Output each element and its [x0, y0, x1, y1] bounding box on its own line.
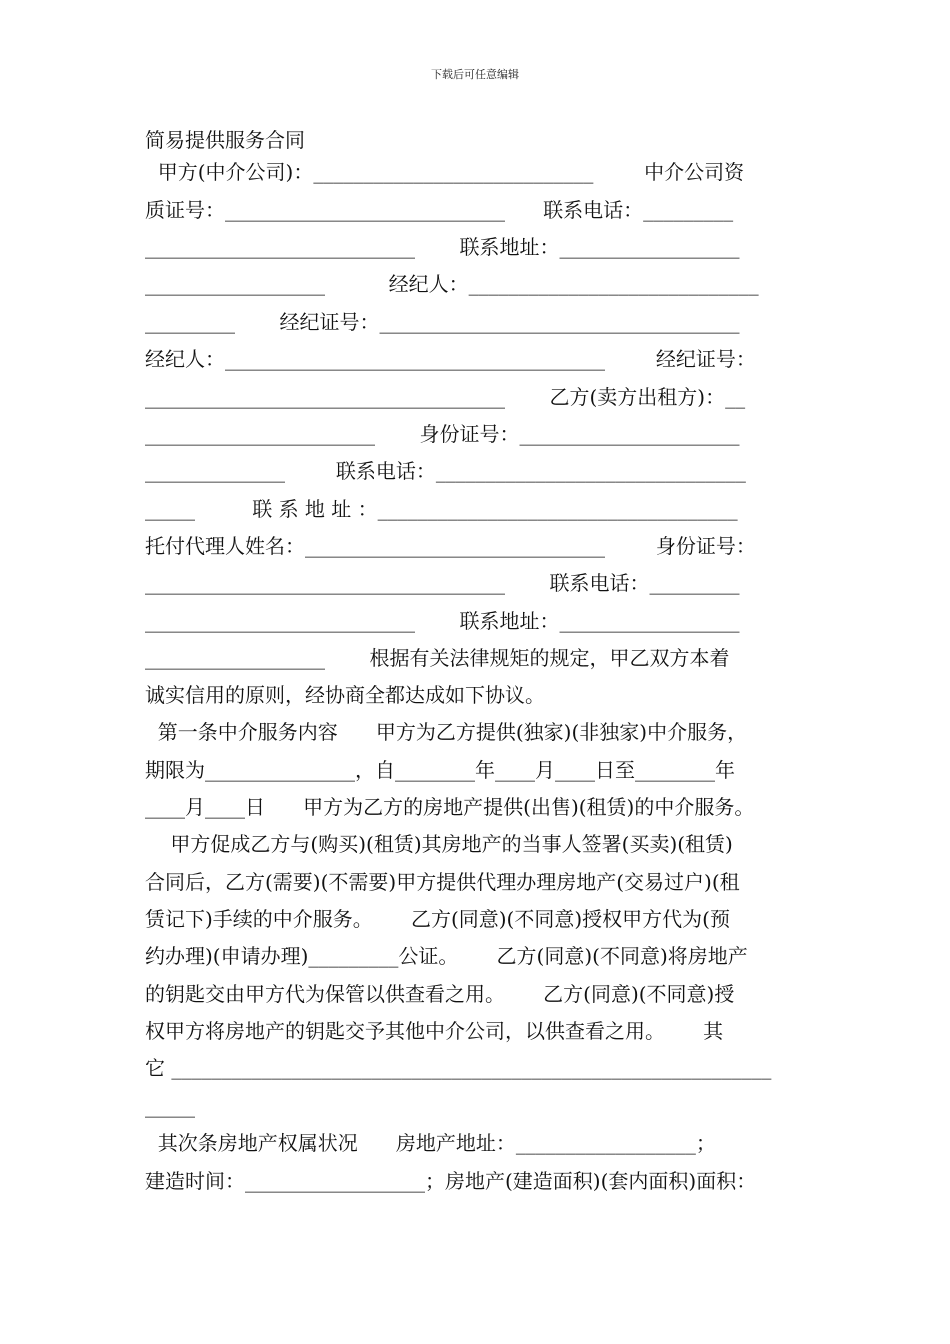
contract-line: 诚实信用的原则，经协商全都达成如下协议。	[145, 683, 545, 707]
contract-line: ___________________________ 联系地址：__________________	[145, 609, 740, 633]
contract-line: _____	[145, 1094, 195, 1118]
contract-line: 托付代理人姓名：______________________________ 身份证号：	[145, 534, 756, 558]
contract-line: 期限为_______________，自________年____月____日至________年	[145, 758, 735, 782]
contract-line: ___________________________ 联系地址：__________________	[145, 235, 740, 259]
contract-line: 质证号：____________________________ 联系电话：_________	[145, 198, 734, 222]
contract-line: _____ 联 系 地 址 ：____________________________________	[145, 497, 738, 521]
contract-line: ____月____日 甲方为乙方的房地产提供(出售)(租赁)的中介服务。	[145, 795, 755, 819]
contract-line: 约办理)(申请办理)_________公证。 乙方(同意)(不同意)将房地产	[145, 944, 748, 968]
contract-line: ____________________________________ 联系电话：_________	[145, 571, 740, 595]
contract-line: 甲方(中介公司)：____________________________ 中介公司资	[145, 160, 745, 184]
contract-line: 权甲方将房地产的钥匙交予其他中介公司，以供查看之用。 其	[145, 1019, 724, 1043]
contract-line: 赁记下)手续的中介服务。 乙方(同意)(不同意)授权甲方代为(预	[145, 907, 730, 931]
contract-line: __________________ 根据有关法律规矩的规定，甲乙双方本着	[145, 646, 730, 670]
contract-line: _________ 经纪证号：____________________________________	[145, 310, 740, 334]
contract-line: 经纪人：______________________________________ 经纪证号：	[145, 347, 756, 371]
contract-line: __________________ 经纪人：_____________________________	[145, 272, 759, 296]
contract-line: 第一条中介服务内容 甲方为乙方提供(独家)(非独家)中介服务，	[145, 720, 748, 744]
contract-line: ____________________________________ 乙方(卖方出租方)：__	[145, 385, 746, 409]
contract-line: ______________ 联系电话：_______________________________	[145, 459, 746, 483]
contract-line: 建造时间：__________________；房地产(建造面积)(套内面积)面积：	[145, 1169, 757, 1193]
contract-line: _______________________ 身份证号：______________________	[145, 422, 740, 446]
contract-line: 甲方促成乙方与(购买)(租赁)其房地产的当事人签署(买卖)(租赁)	[145, 832, 733, 856]
contract-line: 它 ____________________________________________________________	[145, 1056, 772, 1080]
document-title: 简易提供服务合同	[145, 128, 305, 152]
contract-line: 合同后，乙方(需要)(不需要)甲方提供代理办理房地产(交易过户)(租	[145, 870, 740, 894]
header-note: 下载后可任意编辑	[431, 68, 519, 81]
contract-line: 的钥匙交由甲方代为保管以供查看之用。 乙方(同意)(不同意)授	[145, 982, 735, 1006]
contract-line: 其次条房地产权属状况 房地产地址：__________________；	[145, 1131, 716, 1155]
